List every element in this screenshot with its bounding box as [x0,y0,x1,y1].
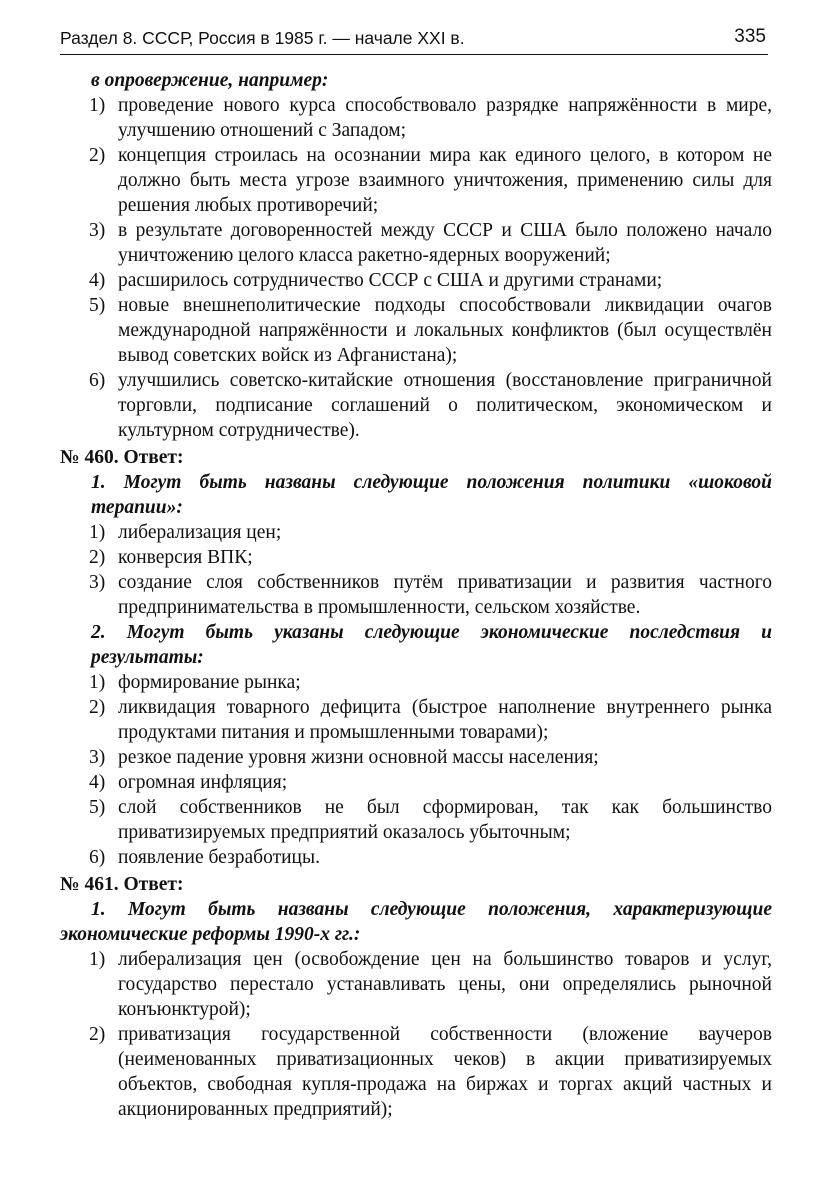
list-item: 2) приватизация государственной собственности (вложение ваучеров (неименованных приватизационных чеков) в акции приватизируемых объектов, свободная купля-продажа на биржах и торгах акций частных и акционированных предприятий); [89,1024,772,1120]
answer-460-part1-heading: 1. Могут быть названы следующие положения политики «шоковой терапии»: [91,472,772,518]
list-item: 1) либерализация цен (освобождение цен на большинство товаров и услуг, государство перестало устанавливать цены, они определялись рыночной конъюнктурой); [89,949,772,1020]
page-content [60,68,772,1122]
page-number: 335 [734,26,766,47]
answer-461-title: № 461. Ответ: [60,874,184,895]
list-item: 1) формирование рынка; [89,672,301,693]
list-item: 2) концепция строилась на осознании мира как единого целого, в котором не должно быть места угрозе взаимного уничтожения, применению силы для решения любых противоречий; [89,145,772,216]
list-item: 1) либерализация цен; [89,522,282,543]
answer-460-part1-list [60,520,772,620]
intro-line: в опровержение, например: [91,70,329,91]
running-header [60,24,768,55]
list-item: 4) огромная инфляция; [89,772,288,793]
list-item: 3) создание слоя собственников путём приватизации и развития частного предпринимательства в промышленности, сельском хозяйстве. [89,572,772,618]
list-item: 4) расширилось сотрудничество СССР с США и другими странами; [89,270,663,291]
list-item: 3) в результате договоренностей между СССР и США было положено начало уничтожению целого класса ракетно-ядерных вооружений; [89,220,772,266]
answer-461-part1-heading: 1. Могут быть названы следующие положения, характеризующие экономические реформы 1990-х гг.: [60,899,772,945]
list-item: 5) слой собственников не был сформирован, так как большинство приватизируемых предприятий оказалось убыточным; [89,797,772,843]
list-item: 6) появление безработицы. [89,847,320,868]
list-item: 1) проведение нового курса способствовало разрядке напряжённости в мире, улучшению отношений с Западом; [89,95,772,141]
list-item: 5) новые внешнеполитические подходы способствовали ликвидации очагов международной напряжённости и локальных конфликтов (был осуществлён вывод советских войск из Афганистана); [89,295,772,366]
answer-461-part1-list [60,947,772,1122]
list-item: 2) ликвидация товарного дефицита (быстрое наполнение внутреннего рынка продуктами питания и промышленными товарами); [89,697,772,743]
answer-460-title: № 460. Ответ: [60,447,184,468]
section-title: Раздел 8. СССР, Россия в 1985 г. — начале XXI в. [60,28,465,48]
list-item: 6) улучшились советско-китайские отношения (восстановление приграничной торговли, подписание соглашений о политическом, экономическом и культурном сотрудничестве). [89,370,772,441]
answer-460-part2-list [60,670,772,870]
list-item: 3) резкое падение уровня жизни основной массы населения; [89,747,599,768]
list-item: 2) конверсия ВПК; [89,547,253,568]
intro-list [60,93,772,443]
answer-460-part2-heading: 2. Могут быть указаны следующие экономические последствия и результаты: [91,622,772,668]
